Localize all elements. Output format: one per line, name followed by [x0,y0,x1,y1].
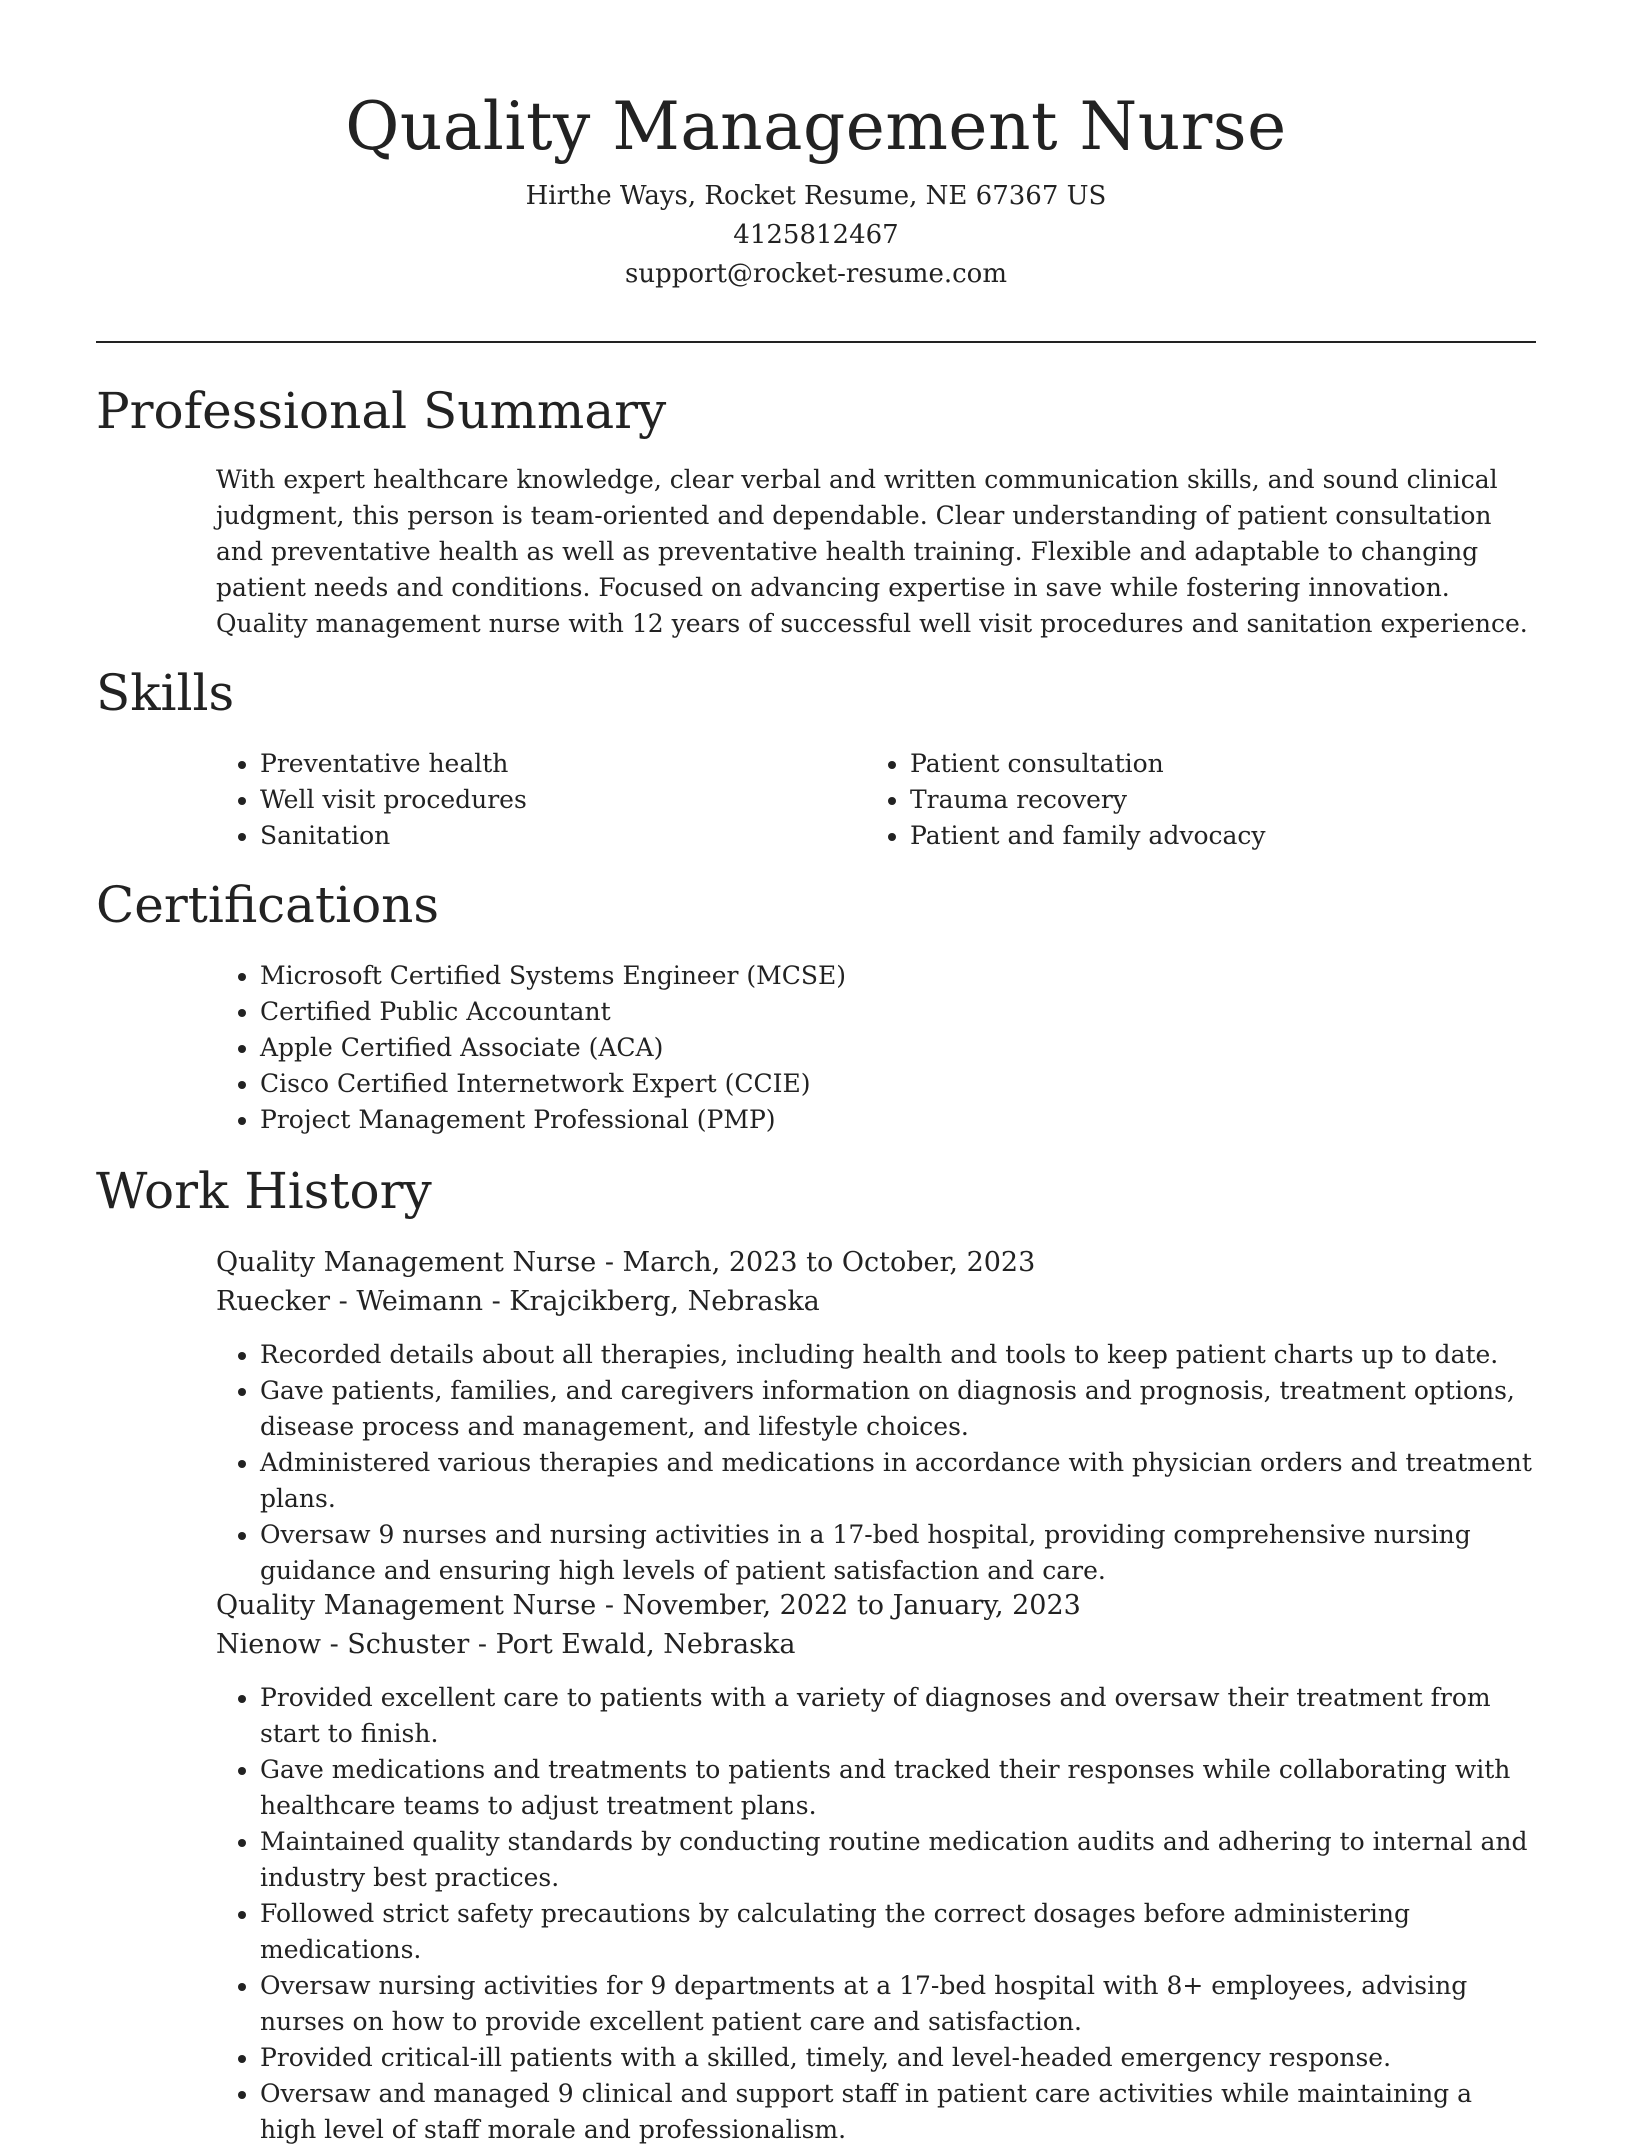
contact-info [96,177,1536,294]
skill-item: • Sanitation [260,818,856,854]
skill-item: • Preventative health [260,746,856,782]
skills-list-right [866,746,1506,854]
job-title: Quality Management Nurse [216,1590,597,1621]
job-title-line: Quality Management Nurse - March, 2023 to October, 2023 [216,1247,1036,1278]
skills-column-right [866,746,1506,854]
job-duty-item: • Recorded details about all therapies, including health and tools to keep patient charts up to date. [260,1337,1536,1373]
skill-item: • Patient consultation [910,746,1506,782]
job-company-line: Ruecker - Weimann - Krajcikberg, Nebraska [216,1286,820,1317]
certification-item: • Cisco Certified Internetwork Expert (CCIE) [260,1066,1516,1102]
contact-phone: 4125812467 [733,220,899,250]
work-history-heading: Work History [96,1162,432,1220]
job-dates: November, 2022 to January, 2023 [622,1590,1081,1621]
job-duty-item: • Gave patients, families, and caregivers information on diagnosis and prognosis, treatment options, disease process and management, and lifestyle choices. [260,1373,1536,1445]
candidate-name: Quality Management Nurse [345,88,1287,165]
job-entry [216,1243,1536,1589]
contact-email: support@rocket-resume.com [624,259,1007,289]
job-company: Nienow - Schuster [216,1629,470,1660]
job-entry [216,1586,1536,2148]
certification-item: • Certified Public Accountant [260,994,1516,1030]
certifications-list [216,958,1516,1138]
skills-heading: Skills [96,664,235,722]
header-divider [96,341,1536,343]
summary-text: With expert healthcare knowledge, clear verbal and written communication skills, and sound clinical judgment, this person is team-oriented and dependable. Clear understanding of patient consultation and preventative health as well as preventative health training. Flexible and adaptable to changing patient needs and conditions. Focused on advancing expertise in save while fostering innovation. Quality management nurse with 12 years of successful well visit procedures and sanitation experience. [216,465,1528,638]
job-duty-item: • Provided excellent care to patients with a variety of diagnoses and oversaw their treatment from start to finish. [260,1680,1536,1752]
job-duty-item: • Oversaw and managed 9 clinical and support staff in patient care activities while maintaining a high level of staff morale and professionalism. [260,2076,1536,2148]
job-duty-item: • Administered various therapies and medications in accordance with physician orders and treatment plans. [260,1445,1536,1517]
certifications-heading: Certifications [96,876,440,934]
job-company: Ruecker - Weimann [216,1286,483,1317]
job-company-line: Nienow - Schuster - Port Ewald, Nebraska [216,1629,796,1660]
certification-item: • Microsoft Certified Systems Engineer (MCSE) [260,958,1516,994]
skill-item: • Trauma recovery [910,782,1506,818]
job-title-line: Quality Management Nurse - November, 2022 to January, 2023 [216,1590,1081,1621]
certification-item: • Apple Certified Associate (ACA) [260,1030,1516,1066]
job-duty-item: • Oversaw nursing activities for 9 departments at a 17-bed hospital with 8+ employees, advising nurses on how to provide excellent patient care and satisfaction. [260,1968,1536,2040]
job-duty-item: • Oversaw 9 nurses and nursing activities in a 17-bed hospital, providing comprehensive nursing guidance and ensuring high levels of patient satisfaction and care. [260,1517,1536,1589]
skill-item: • Well visit procedures [260,782,856,818]
summary-heading: Professional Summary [96,382,667,440]
skills-column-left [216,746,856,854]
job-location: Krajcikberg, Nebraska [509,1286,820,1317]
job-duties-list [216,1337,1536,1589]
job-duty-item: • Followed strict safety precautions by calculating the correct dosages before administering medications. [260,1896,1536,1968]
resume-header [96,82,1536,294]
certification-item: • Project Management Professional (PMP) [260,1102,1516,1138]
certifications-block [216,958,1516,1138]
job-duty-item: • Gave medications and treatments to patients and tracked their responses while collaborating with healthcare teams to adjust treatment plans. [260,1752,1536,1824]
job-title: Quality Management Nurse [216,1247,597,1278]
job-duty-item: • Provided critical-ill patients with a skilled, timely, and level-headed emergency response. [260,2040,1536,2076]
job-dates: March, 2023 to October, 2023 [622,1247,1036,1278]
job-duty-item: • Maintained quality standards by conducting routine medication audits and adhering to internal and industry best practices. [260,1824,1536,1896]
job-duties-list [216,1680,1536,2148]
skills-list-left [216,746,856,854]
job-location: Port Ewald, Nebraska [495,1629,796,1660]
skill-item: • Patient and family advocacy [910,818,1506,854]
contact-address: Hirthe Ways, Rocket Resume, NE 67367 US [525,181,1107,211]
